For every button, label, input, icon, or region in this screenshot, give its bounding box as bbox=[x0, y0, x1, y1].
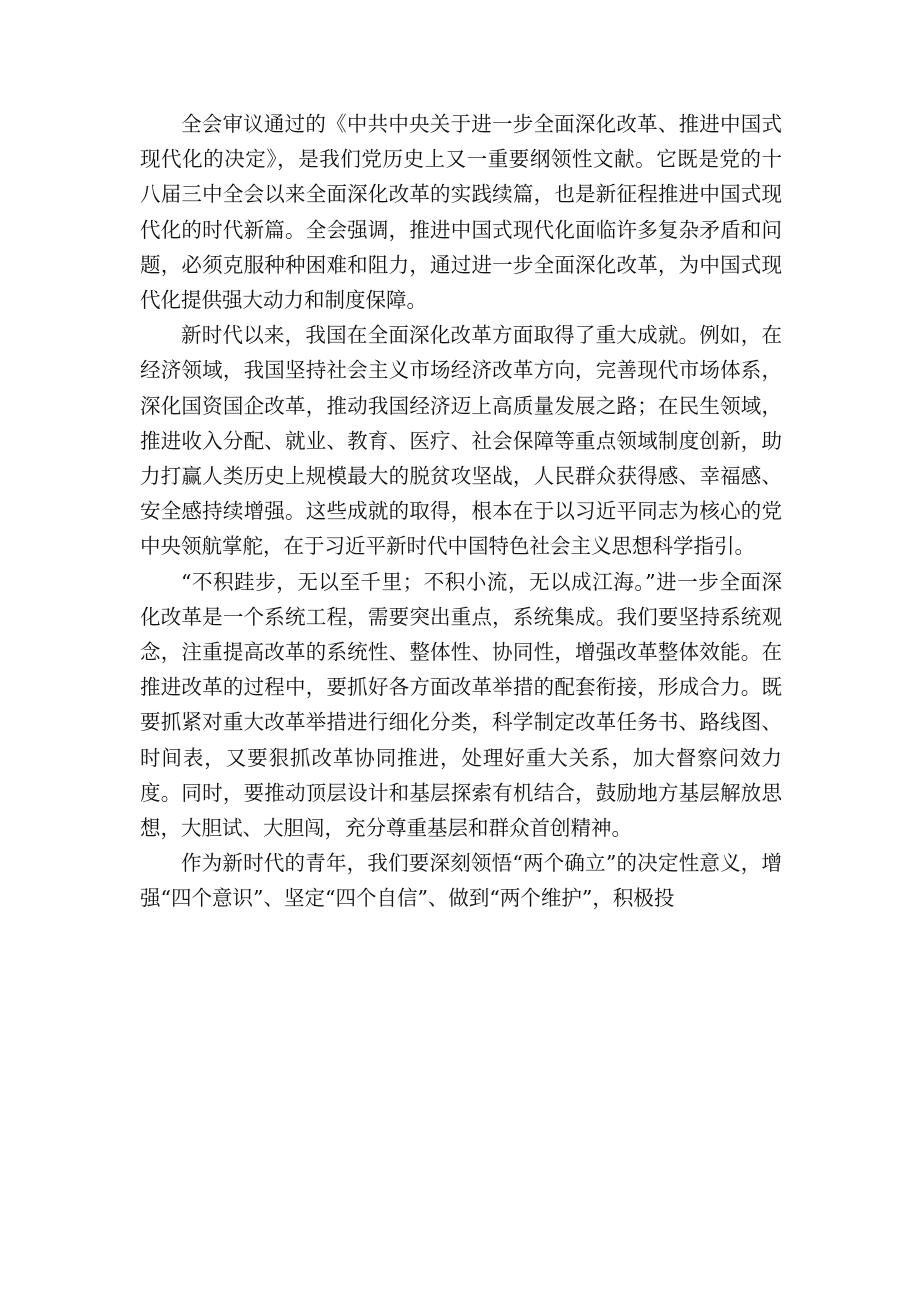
paragraph-1: 全会审议通过的《中共中央关于进一步全面深化改革、推进中国式现代化的决定》，是我们党历史上又一重要纲领性文献。它既是党的十八届三中全会以来全面深化改革的实践续篇，也是新征程推进中国式现代化的时代新篇。全会强调，推进中国式现代化面临许多复杂矛盾和问题，必须克服种种困难和阻力，通过进一步全面深化改革，为中国式现代化提供强大动力和制度保障。 bbox=[140, 112, 782, 313]
paragraph-4: 作为新时代的青年，我们要深刻领悟“两个确立”的决定性意义，增强“四个意识”、坚定“四个自信”、做到“两个维护”，积极投 bbox=[140, 851, 782, 911]
document-body bbox=[140, 107, 782, 917]
paragraph-3: “不积跬步，无以至千里；不积小流，无以成江海。”进一步全面深化改革是一个系统工程，需要突出重点，系统集成。我们要坚持系统观念，注重提高改革的系统性、整体性、协同性，增强改革整体效能。在推进改革的过程中，要抓好各方面改革举措的配套衔接，形成合力。既要抓紧对重大改革举措进行细化分类，科学制定改革任务书、路线图、时间表，又要狠抓改革协同推进，处理好重大关系，加大督察问效力度。同时，要推动顶层设计和基层探索有机结合，鼓励地方基层解放思想，大胆试、大胆闯，充分尊重基层和群众首创精神。 bbox=[140, 569, 782, 841]
paragraph-2: 新时代以来，我国在全面深化改革方面取得了重大成就。例如，在经济领域，我国坚持社会主义市场经济改革方向，完善现代市场体系，深化国资国企改革，推动我国经济迈上高质量发展之路；在民生领域，推进收入分配、就业、教育、医疗、社会保障等重点领域制度创新，助力打赢人类历史上规模最大的脱贫攻坚战，人民群众获得感、幸福感、安全感持续增强。这些成就的取得，根本在于以习近平同志为核心的党中央领航掌舵，在于习近平新时代中国特色社会主义思想科学指引。 bbox=[140, 323, 782, 559]
